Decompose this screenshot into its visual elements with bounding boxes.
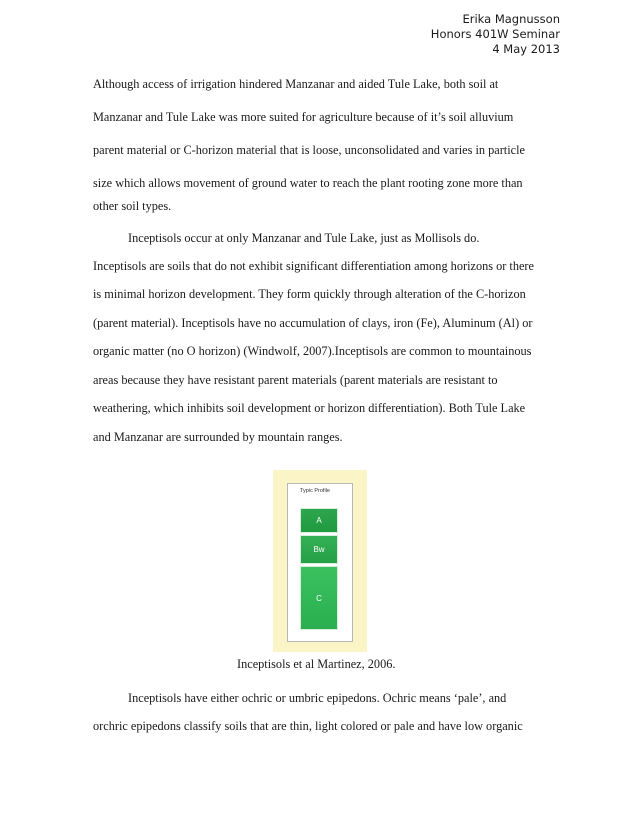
text-line: Manzanar and Tule Lake was more suited for agriculture because of it’s soil alluvium [93,110,514,124]
soil-profile-figure [273,470,367,652]
figure-caption: Inceptisols et al Martinez, 2006. [237,657,396,671]
text-line: and Manzanar are surrounded by mountain ranges. [93,430,343,444]
text-line: orchric epipedons classify soils that are thin, light colored or pale and have low organic [93,719,523,733]
soil-profile-panel [287,483,353,642]
text-line: Inceptisols have either ochric or umbric epipedons. Ochric means ‘pale’, and [128,691,507,705]
text-line: Inceptisols are soils that do not exhibit significant differentiation among horizons or there [93,259,534,273]
text-line: is minimal horizon development. They form quickly through alteration of the C-horizon [93,287,526,301]
text-line: Although access of irrigation hindered Manzanar and aided Tule Lake, both soil at [93,77,499,91]
author-name: Erika Magnusson [462,12,560,26]
text-line: other soil types. [93,199,172,213]
horizon-c: C [300,566,338,630]
text-line: (parent material). Inceptisols have no accumulation of clays, iron (Fe), Aluminum (Al) or [93,316,533,330]
text-line: organic matter (no O horizon) (Windwolf, 2007).Inceptisols are common to mountainous [93,344,532,358]
horizon-a: A [300,508,338,533]
course-name: Honors 401W Seminar [430,27,560,41]
text-line: size which allows movement of ground water to reach the plant rooting zone more than [93,176,523,190]
page-header [431,12,560,57]
figure-title: Typic Profile [300,488,330,494]
document-date: 4 May 2013 [492,42,560,56]
text-line: Inceptisols occur at only Manzanar and Tule Lake, just as Mollisols do. [128,231,480,245]
text-line: areas because they have resistant parent materials (parent materials are resistant to [93,373,498,387]
horizon-bw: Bw [300,535,338,564]
text-line: weathering, which inhibits soil development or horizon differentiation). Both Tule Lake [93,401,526,415]
text-line: parent material or C-horizon material that is loose, unconsolidated and varies in particle [93,143,525,157]
